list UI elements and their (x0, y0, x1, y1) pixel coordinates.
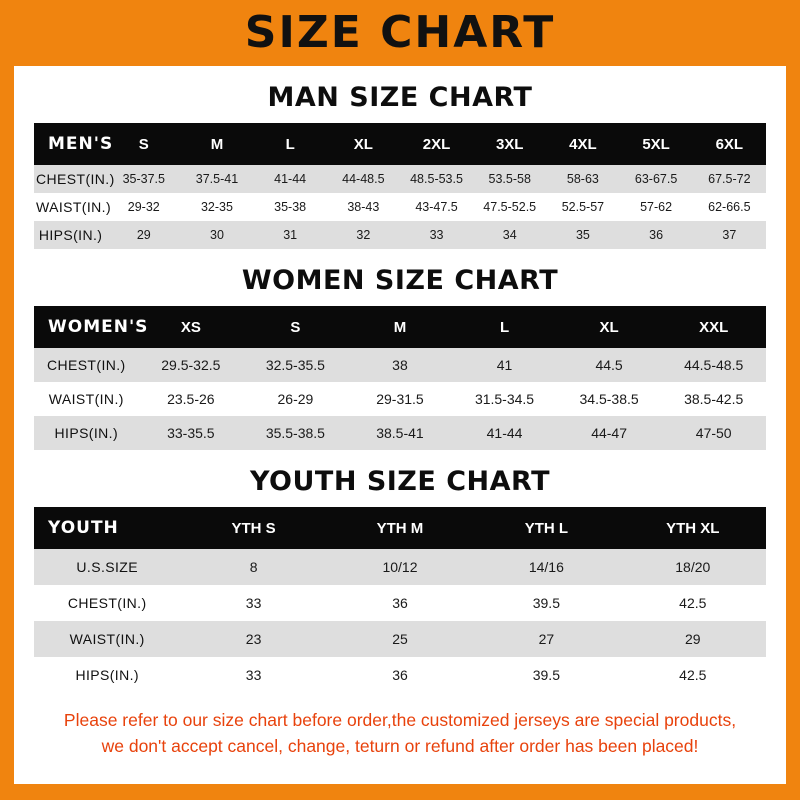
women-corner-label: WOMEN'S (34, 306, 139, 348)
page-title: SIZE CHART (244, 7, 556, 58)
men-cell: 29-32 (127, 200, 160, 214)
table-row (34, 221, 766, 249)
men-row-label: CHEST(IN.) (36, 171, 115, 187)
men-cell: 58-63 (566, 172, 599, 186)
youth-col-header: YTH M (327, 507, 473, 549)
women-cell: 41 (496, 357, 513, 373)
men-cell: 53.5-58 (488, 172, 531, 186)
women-header-row (34, 306, 766, 348)
women-col-header: M (348, 306, 453, 348)
men-cell: 67.5-72 (708, 172, 751, 186)
disclaimer-note (14, 693, 786, 760)
women-section (14, 265, 786, 450)
men-row-label: WAIST(IN.) (36, 199, 112, 215)
women-col-header: L (452, 306, 557, 348)
women-cell: 44.5-48.5 (684, 357, 744, 373)
table-row (34, 165, 766, 193)
footer-accent-bar (0, 784, 800, 800)
women-cell: 35.5-38.5 (265, 425, 325, 441)
youth-cell: 27 (538, 631, 555, 647)
men-cell: 62-66.5 (708, 200, 751, 214)
youth-cell: 29 (684, 631, 701, 647)
disclaimer-line-2: we don't accept cancel, change, teturn or refund after order has been placed! (101, 736, 699, 757)
youth-row-label: HIPS(IN.) (75, 667, 139, 683)
women-col-header: XL (557, 306, 662, 348)
table-row (34, 621, 766, 657)
men-cell: 43-47.5 (415, 200, 458, 214)
table-row (34, 549, 766, 585)
youth-row-label: WAIST(IN.) (69, 631, 145, 647)
men-cell: 41-44 (274, 172, 307, 186)
men-col-header: S (107, 123, 180, 165)
youth-col-header: YTH L (473, 507, 619, 549)
women-row-label: CHEST(IN.) (46, 357, 126, 373)
youth-cell: 39.5 (532, 595, 560, 611)
women-cell: 32.5-35.5 (265, 357, 325, 373)
men-table-body (34, 165, 766, 249)
youth-col-header: YTH XL (620, 507, 766, 549)
men-cell: 36 (649, 228, 664, 242)
women-cell: 47-50 (695, 425, 732, 441)
youth-cell: 25 (392, 631, 408, 647)
youth-cell: 23 (245, 631, 262, 647)
youth-row-label: CHEST(IN.) (67, 595, 147, 611)
youth-cell: 10/12 (382, 559, 418, 575)
men-size-table (34, 123, 766, 249)
youth-cell: 8 (249, 559, 258, 575)
women-cell: 38 (392, 357, 408, 373)
men-cell: 63-67.5 (634, 172, 678, 186)
men-col-header: 5XL (620, 123, 693, 165)
table-row (34, 585, 766, 621)
women-cell: 41-44 (486, 425, 523, 441)
table-row (34, 348, 766, 382)
men-cell: 35-38 (274, 200, 307, 214)
men-cell: 38-43 (347, 200, 380, 214)
women-cell: 29.5-32.5 (161, 357, 221, 373)
men-cell: 35-37.5 (122, 172, 165, 186)
men-cell: 31 (283, 228, 298, 242)
youth-cell: 36 (392, 667, 408, 683)
men-cell: 32-35 (200, 200, 233, 214)
youth-cell: 33 (245, 667, 262, 683)
women-table-body (34, 348, 766, 450)
men-header-row (34, 123, 766, 165)
women-cell: 29-31.5 (376, 391, 424, 407)
men-col-header: XL (327, 123, 400, 165)
men-cell: 44-48.5 (342, 172, 385, 186)
men-cell: 29 (136, 228, 151, 242)
men-corner-label: MEN'S (34, 123, 107, 165)
youth-section-title: YOUTH SIZE CHART (249, 466, 551, 497)
women-cell: 38.5-41 (376, 425, 424, 441)
youth-cell: 39.5 (532, 667, 560, 683)
men-row-label: HIPS(IN.) (38, 227, 103, 243)
women-cell: 31.5-34.5 (474, 391, 535, 407)
men-col-header: M (180, 123, 253, 165)
table-row (34, 382, 766, 416)
men-cell: 48.5-53.5 (410, 172, 463, 186)
banner (0, 0, 800, 66)
youth-col-header: YTH S (180, 507, 326, 549)
disclaimer-line-1: Please refer to our size chart before order,the customized jerseys are special products, (63, 710, 737, 730)
men-cell: 52.5-57 (561, 200, 605, 214)
women-cell: 34.5-38.5 (579, 391, 639, 407)
youth-size-table (34, 507, 766, 693)
youth-cell: 14/16 (528, 559, 564, 575)
women-row-label: WAIST(IN.) (48, 391, 124, 407)
women-col-header: S (243, 306, 348, 348)
table-row (34, 657, 766, 693)
youth-row-label: U.S.SIZE (76, 559, 138, 575)
men-cell: 34 (502, 228, 517, 242)
women-cell: 44-47 (591, 425, 627, 441)
men-section (14, 82, 786, 249)
table-row (34, 193, 766, 221)
women-col-header: XS (139, 306, 244, 348)
women-cell: 33-35.5 (167, 425, 215, 441)
men-col-header: 2XL (400, 123, 473, 165)
youth-cell: 36 (392, 595, 408, 611)
men-col-header: 3XL (473, 123, 546, 165)
youth-cell: 42.5 (679, 595, 707, 611)
table-row (34, 416, 766, 450)
women-row-label: HIPS(IN.) (54, 425, 119, 441)
men-cell: 30 (210, 228, 224, 242)
youth-table-head (34, 507, 766, 549)
youth-corner-label: YOUTH (34, 507, 180, 549)
women-cell: 23.5-26 (167, 391, 215, 407)
men-section-title: MAN SIZE CHART (267, 82, 533, 113)
women-cell: 44.5 (595, 357, 623, 373)
youth-header-row (34, 507, 766, 549)
men-cell: 37 (722, 228, 737, 242)
women-cell: 38.5-42.5 (684, 391, 744, 407)
men-cell: 37.5-41 (195, 172, 239, 186)
youth-table-body (34, 549, 766, 693)
women-cell: 26-29 (277, 391, 314, 407)
youth-cell: 18/20 (675, 559, 711, 575)
men-col-header: 6XL (693, 123, 766, 165)
men-cell: 33 (429, 228, 444, 242)
youth-cell: 33 (245, 595, 262, 611)
women-section-title: WOMEN SIZE CHART (241, 265, 559, 296)
youth-section (14, 466, 786, 693)
women-table-head (34, 306, 766, 348)
youth-cell: 42.5 (679, 667, 707, 683)
women-size-table (34, 306, 766, 450)
men-cell: 35 (575, 228, 590, 242)
men-col-header: L (254, 123, 327, 165)
men-cell: 32 (356, 228, 371, 242)
men-cell: 57-62 (640, 200, 673, 214)
men-cell: 47.5-52.5 (483, 200, 537, 214)
men-col-header: 4XL (546, 123, 619, 165)
women-col-header: XXL (661, 306, 766, 348)
men-table-head (34, 123, 766, 165)
